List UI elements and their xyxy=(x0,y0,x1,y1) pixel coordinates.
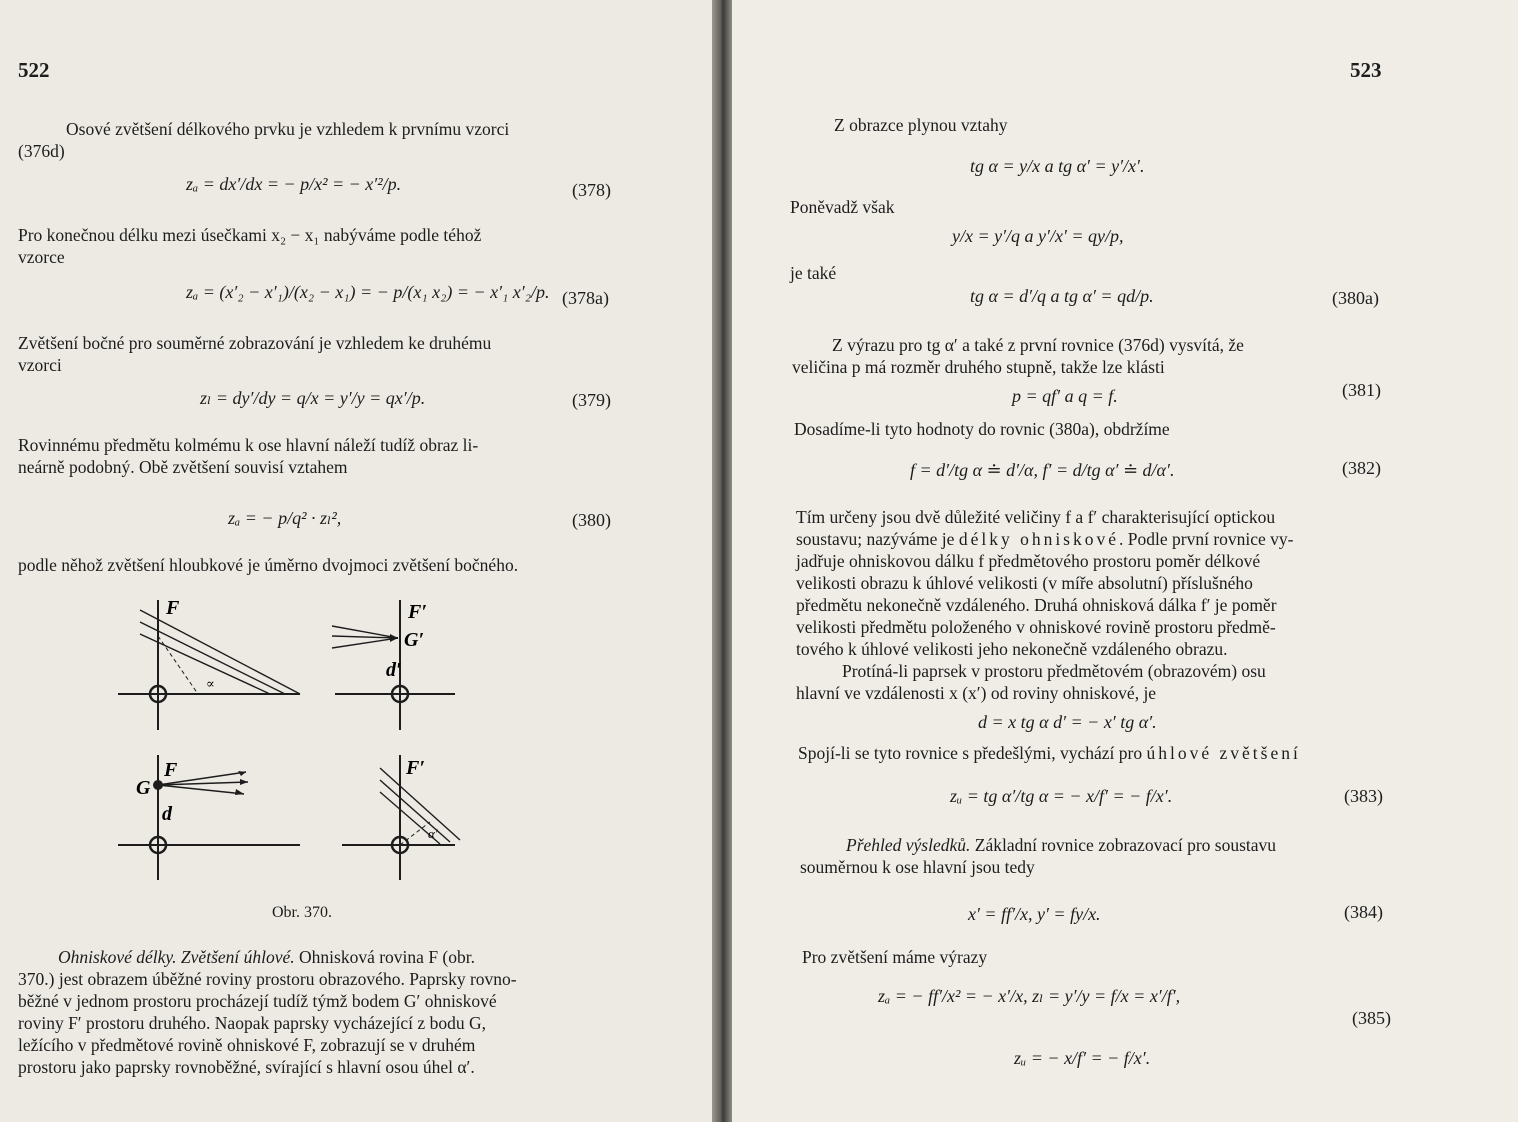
equation-384: x′ = ff′/x, y′ = fy/x. xyxy=(968,904,1101,924)
paragraph-line: běžné v jednom prostoru procházejí tudíž týmž bodem G′ ohniskové xyxy=(18,991,497,1011)
figure-caption: Obr. 370. xyxy=(272,904,332,921)
paragraph-line: Poněvadž však xyxy=(790,197,895,217)
equation-378: zₐ = dx′/dx = − p/x² = − x′²/p. xyxy=(186,174,402,194)
paragraph-line: Z výrazu pro tg α′ a také z první rovnice (376d) vysvítá, že xyxy=(832,335,1244,355)
emphasized-term: délky ohniskové xyxy=(958,529,1120,549)
equation-383: zᵤ = tg α′/tg α = − x/f′ = − f/x′. xyxy=(950,786,1173,806)
equation-number: (380) xyxy=(572,510,611,530)
equation-number: (383) xyxy=(1344,786,1383,806)
emphasized-term: úhlové zvětšení xyxy=(1146,743,1301,763)
figure-label: G′ xyxy=(404,629,425,651)
paragraph-line: Protíná-li paprsek v prostoru předmětovém (obrazovém) osu xyxy=(842,661,1266,681)
equation-380a: tg α = d′/q a tg α′ = qd/p. xyxy=(970,286,1154,306)
paragraph-line xyxy=(796,528,1294,550)
paragraph-line xyxy=(798,742,1301,764)
paragraph-line: Tím určeny jsou dvě důležité veličiny f a f′ charakterisující optickou xyxy=(796,507,1276,527)
paragraph-line: prostoru jako paprsky rovnoběžné, svírající s hlavní osou úhel α′. xyxy=(18,1057,475,1077)
paragraph-line xyxy=(846,834,1276,856)
figure-370 xyxy=(110,590,470,890)
paragraph-line: Rovinnému předmětu kolmému k ose hlavní náleží tudíž obraz li- xyxy=(18,435,479,455)
figure-label: F′ xyxy=(406,757,425,779)
equation-number: (378) xyxy=(572,180,611,200)
equation-379: zₗ = dy′/dy = q/x = y′/y = qx′/p. xyxy=(200,388,426,408)
paragraph-line: velikosti předmětu položeného v ohniskové rovině prostoru předmě- xyxy=(796,617,1276,637)
equation-385: zᵤ = − x/f′ = − f/x′. xyxy=(1014,1048,1151,1068)
equation-378a: zₐ = (x′₂ − x′₁)/(x₂ − x₁) = − p/(x₁ x₂) = − x′₁ x′₂/p. xyxy=(186,282,550,302)
paragraph-line: veličina p má rozměr druhého stupně, takže lze klásti xyxy=(792,357,1165,377)
equation: tg α = y/x a tg α′ = y′/x′. xyxy=(970,156,1145,176)
paragraph-line: Dosadíme-li tyto hodnoty do rovnic (380a), obdržíme xyxy=(794,419,1170,439)
equation-382: f = d′/tg α ≐ d′/α, f′ = d/tg α′ ≐ d/α′. xyxy=(910,460,1175,480)
paragraph-line xyxy=(58,946,475,968)
figure-label: ∝ xyxy=(206,676,215,691)
equation-number: (380a) xyxy=(1332,288,1379,308)
figure-label: d′ xyxy=(386,659,402,681)
paragraph-line: souměrnou k ose hlavní jsou tedy xyxy=(800,857,1035,877)
figure-label: α′ xyxy=(428,826,438,841)
paragraph-line: tového k úhlové velikosti jeho nekonečně vzdáleného obrazu. xyxy=(796,639,1228,659)
paragraph-line: (376d) xyxy=(18,141,65,161)
figure-label: F′ xyxy=(408,601,427,623)
paragraph-text: . Podle první rovnice vy- xyxy=(1119,529,1294,549)
right-page xyxy=(732,0,1518,1122)
equation: y/x = y′/q a y′/x′ = qy/p, xyxy=(952,226,1124,246)
page-number: 522 xyxy=(18,58,50,82)
paragraph-line: roviny F′ prostoru druhého. Naopak paprsky vycházející z bodu G, xyxy=(18,1013,486,1033)
figure-label: d xyxy=(162,803,172,825)
paragraph-line: Osové zvětšení délkového prvku je vzhledem k prvnímu vzorci xyxy=(66,119,510,139)
book-gutter xyxy=(712,0,732,1122)
paragraph-line: vzorci xyxy=(18,355,62,375)
italic-heading: Přehled výsledků. xyxy=(846,835,971,855)
paragraph-line: velikosti obrazu k úhlové velikosti (v míře absolutní) příslušného xyxy=(796,573,1253,593)
equation-number: (379) xyxy=(572,390,611,410)
equation: d = x tg α d′ = − x′ tg α′. xyxy=(978,712,1157,732)
paragraph-line: Pro zvětšení máme výrazy xyxy=(802,947,988,967)
paragraph-line: Zvětšení bočné pro souměrné zobrazování je vzhledem ke druhému xyxy=(18,333,492,353)
equation-number: (385) xyxy=(1352,1008,1391,1028)
figure-label: G xyxy=(136,777,151,799)
equation-number: (384) xyxy=(1344,902,1383,922)
paragraph-line: je také xyxy=(790,263,837,283)
paragraph-line: Pro konečnou délku mezi úsečkami x₂ − x₁ nabýváme podle téhož xyxy=(18,225,482,245)
paragraph-line: vzorce xyxy=(18,247,65,267)
paragraph-text: Spojí-li se tyto rovnice s předešlými, vychází pro xyxy=(798,743,1147,763)
figure-label: F xyxy=(166,597,180,619)
equation-number: (378a) xyxy=(562,288,609,308)
paragraph-line: 370.) jest obrazem úběžné roviny prostoru obrazového. Paprsky rovno- xyxy=(18,969,517,989)
figure-label: F xyxy=(164,759,178,781)
paragraph-line: předmětu nekonečně vzdáleného. Druhá ohnisková dálka f′ je poměr xyxy=(796,595,1277,615)
paragraph-line: jadřuje ohniskovou dálku f předmětového prostoru poměr délkové xyxy=(796,551,1261,571)
paragraph-line: Z obrazce plynou vztahy xyxy=(834,115,1008,135)
equation-381: p = qf′ a q = f. xyxy=(1012,386,1118,406)
paragraph-text: Ohnisková rovina F (obr. xyxy=(294,947,475,967)
page-number: 523 xyxy=(1350,58,1382,82)
equation-number: (381) xyxy=(1342,380,1381,400)
paragraph-line: neárně podobný. Obě zvětšení souvisí vztahem xyxy=(18,457,348,477)
equation-380: zₐ = − p/q² · zₗ², xyxy=(228,508,342,528)
paragraph-line: ležícího v předmětové rovině ohniskové F, zobrazují se v druhém xyxy=(18,1035,476,1055)
paragraph-line: podle něhož zvětšení hloubkové je úměrno dvojmoci zvětšení bočného. xyxy=(18,555,519,575)
left-page xyxy=(0,0,712,1122)
italic-heading: Ohniskové délky. Zvětšení úhlové. xyxy=(58,947,295,967)
equation-number: (382) xyxy=(1342,458,1381,478)
paragraph-text: Základní rovnice zobrazovací pro soustavu xyxy=(970,835,1277,855)
paragraph-line: hlavní ve vzdálenosti x (x′) od roviny ohniskové, je xyxy=(796,683,1157,703)
equation-385: zₐ = − ff′/x² = − x′/x, zₗ = y′/y = f/x = x′/f′, xyxy=(878,986,1181,1006)
paragraph-text: soustavu; nazýváme je xyxy=(796,529,959,549)
